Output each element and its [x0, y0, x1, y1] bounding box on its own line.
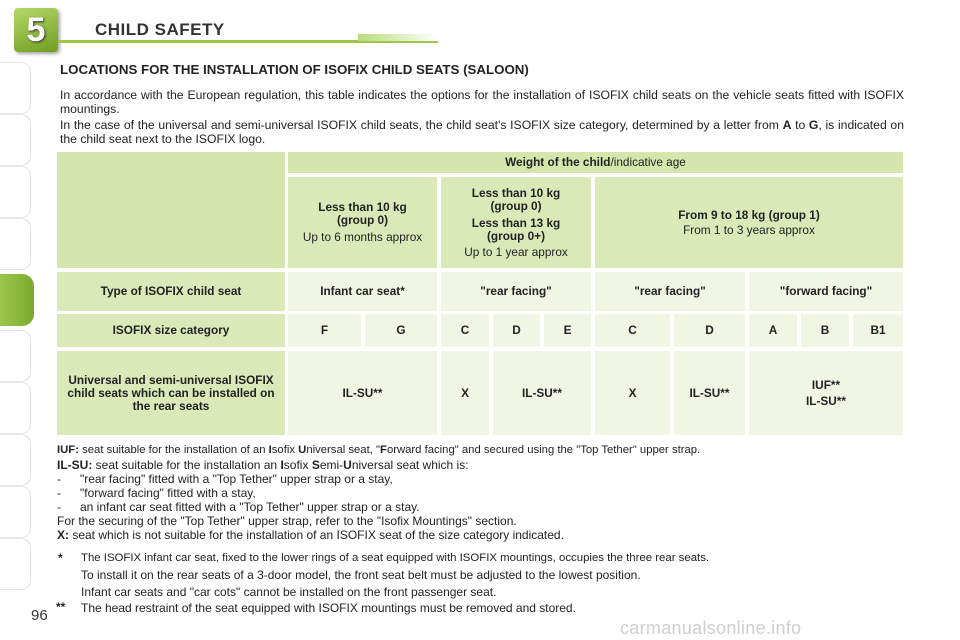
- side-tab[interactable]: [0, 330, 31, 382]
- universal-cell: IL-SU**: [288, 351, 437, 435]
- footnote-dstar-marker: **: [56, 600, 66, 614]
- size-cell: B1: [853, 314, 903, 347]
- note-tether: For the securing of the "Top Tether" upper strap, refer to the "Isofix Mountings" section.: [57, 514, 517, 528]
- size-cell: E: [544, 314, 591, 347]
- watermark: carmanualsonline.info: [620, 618, 802, 638]
- size-cell: A: [749, 314, 797, 347]
- type-cell: Infant car seat*: [288, 272, 437, 311]
- side-tab[interactable]: [0, 486, 31, 538]
- type-row-label: Type of ISOFIX child seat: [57, 272, 285, 311]
- header-rule: [58, 40, 438, 43]
- bullet-item: - "forward facing" fitted with a stay,: [57, 486, 256, 500]
- chapter-badge: [14, 8, 58, 52]
- universal-cell: X: [441, 351, 489, 435]
- group-header-1: Less than 10 kg (group 0) Up to 6 months approx: [288, 177, 437, 268]
- weight-header: Weight of the child/indicative age: [288, 152, 903, 173]
- size-cell: F: [288, 314, 361, 347]
- side-tab[interactable]: [0, 434, 31, 486]
- size-cell: G: [365, 314, 437, 347]
- footnote-star-line: To install it on the rear seats of a 3-door model, the front seat belt must be adjusted to the lowest position.: [81, 568, 641, 582]
- footnote-star-line: The ISOFIX infant car seat, fixed to the lower rings of a seat equipped with ISOFIX mountings, occupies the three rear seats.: [81, 552, 710, 564]
- size-cell: C: [595, 314, 670, 347]
- note-x: X: seat which is not suitable for the installation of an ISOFIX seat of the size category indicated.: [57, 528, 564, 542]
- page-number: 96: [31, 607, 48, 624]
- side-tab[interactable]: [0, 538, 31, 590]
- type-cell: "forward facing": [749, 272, 903, 311]
- size-cell: D: [674, 314, 745, 347]
- note-iuf: IUF: seat suitable for the installation of an Isofix Universal seat, "Forward facing" and secured using the "Top Tether" upper strap.: [57, 444, 701, 456]
- type-cell: "rear facing": [441, 272, 591, 311]
- side-tab[interactable]: [0, 382, 31, 434]
- bullet-item: - an infant car seat fitted with a "Top Tether" upper strap or a stay.: [57, 500, 420, 514]
- universal-row-label: Universal and semi-universal ISOFIX child seats which can be installed on the rear seats: [57, 351, 285, 435]
- group-header-3: From 9 to 18 kg (group 1) From 1 to 3 years approx: [595, 177, 903, 268]
- group-header-2: Less than 10 kg (group 0) Less than 13 kg (group 0+) Up to 1 year approx: [441, 177, 591, 268]
- side-tab[interactable]: [0, 114, 31, 166]
- note-ilsu: IL-SU: seat suitable for the installation an Isofix Semi-Universal seat which is:: [57, 458, 469, 472]
- size-row-label: ISOFIX size category: [57, 314, 285, 347]
- universal-cell: IL-SU**: [674, 351, 745, 435]
- section-title: LOCATIONS FOR THE INSTALLATION OF ISOFIX CHILD SEATS (SALOON): [60, 62, 529, 77]
- universal-cell: X: [595, 351, 670, 435]
- footnote-star-line: Infant car seats and "car cots" cannot be installed on the front passenger seat.: [81, 585, 497, 599]
- side-tab-active[interactable]: [0, 274, 34, 326]
- table-corner-cell: [57, 152, 285, 268]
- intro-paragraph: In accordance with the European regulation, this table indicates the options for the installation of ISOFIX child seats on the vehicle seats fitted with ISOFIX mountings.: [60, 88, 904, 116]
- side-tab[interactable]: [0, 166, 31, 218]
- type-cell: "rear facing": [595, 272, 745, 311]
- size-cell: D: [493, 314, 540, 347]
- side-tab[interactable]: [0, 218, 31, 270]
- chapter-number: 5: [26, 11, 46, 49]
- universal-cell: IUF** IL-SU**: [749, 351, 903, 435]
- footnote-dstar-line: The head restraint of the seat equipped with ISOFIX mountings must be removed and stored.: [81, 601, 576, 615]
- universal-cell: IL-SU**: [493, 351, 591, 435]
- footnote-star-marker: *: [58, 551, 63, 565]
- bullet-item: - "rear facing" fitted with a "Top Tether" upper strap or a stay,: [57, 472, 393, 486]
- side-tab[interactable]: [0, 62, 31, 114]
- chapter-title: CHILD SAFETY: [95, 20, 225, 39]
- size-cell: B: [801, 314, 849, 347]
- size-category-paragraph: In the case of the universal and semi-universal ISOFIX child seats, the child seat's ISOFIX size category, determined by a letter from A to G, is indicated on the child seat next to the ISOFIX logo.: [60, 118, 904, 146]
- size-cell: C: [441, 314, 489, 347]
